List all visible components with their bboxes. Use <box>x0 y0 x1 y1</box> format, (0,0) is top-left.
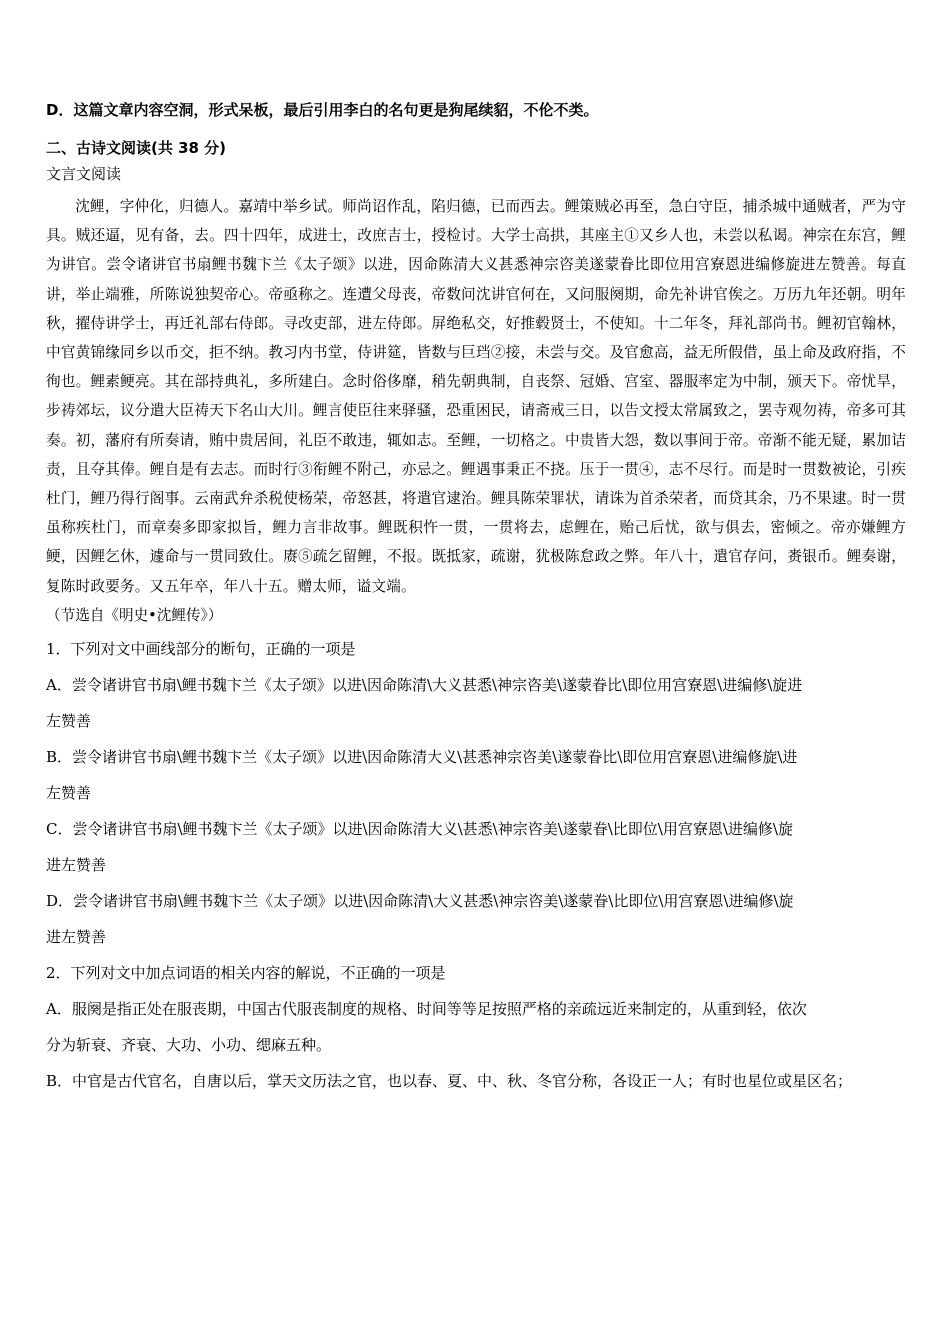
question-1-option-b <box>46 739 906 811</box>
question-1-option-a <box>46 667 906 739</box>
option-line: B．尝令诸讲官书扇\鲤书魏卞兰《太子颂》以进\因命陈清大义\甚悉神宗咨美\遂蒙眷比\即位用宫寮恩\进编修旋\进 <box>46 747 798 766</box>
question-1-stem: 1．下列对文中画线部分的断句，正确的一项是 <box>46 639 356 658</box>
question-1-option-d <box>46 883 906 955</box>
question-2-option-a <box>46 991 906 1063</box>
option-line: 左赞善 <box>46 783 92 802</box>
option-line: B．中官是古代官名，自唐以后，掌天文历法之官，也以春、夏、中、秋、冬官分称，各设正一人；有时也星位或星区名； <box>46 1071 853 1090</box>
question-2-option-b <box>46 1063 906 1099</box>
option-line: A．服阕是指正处在服丧期，中国古代服丧制度的规格、时间等等足按照严格的亲疏远近来制定的，从重到轻，依次 <box>46 999 807 1018</box>
previous-option-d: D．这篇文章内容空洞，形式呆板，最后引用李白的名句更是狗尾续貂，不伦不类。 <box>46 101 599 119</box>
option-line: A．尝令诸讲官书扇\鲤书魏卞兰《太子颂》以进\因命陈清\大义甚悉\神宗咨美\遂蒙眷比\即位用宫寮恩\进编修\旋进 <box>46 675 803 694</box>
classical-passage <box>46 192 906 601</box>
sub-title: 文言文阅读 <box>46 165 122 183</box>
option-line: 分为斩衰、齐衰、大功、小功、缌麻五种。 <box>46 1035 332 1054</box>
option-line: D．尝令诸讲官书扇\鲤书魏卞兰《太子颂》以进\因命陈清\大义甚悉\神宗咨美\遂蒙眷\比即位\用宫寮恩\进编修\旋 <box>46 891 794 910</box>
passage-text: 沈鲤，字仲化，归德人。嘉靖中举乡试。师尚诏作乱，陷归德，已而西去。鲤策贼必再至，急白守臣，捕杀城中通贼者，严为守具。贼还逼，见有备，去。四十四年，成进士，改庶吉士，授检讨。大学士高拱，其座主①又乡人也，未尝以私谒。神宗在东宫，鲤为讲官。尝令诸讲官书扇鲤书魏卞兰《太子颂》以进，因命陈清大义甚悉神宗咨美遂蒙眷比即位用宫寮恩进编修旋进左赞善。每直讲，举止端雅，所陈说独契帝心。帝亟称之。连遭父母丧，帝数问沈讲官何在，又问服阕期，命先补讲官俟之。万历九年还朝。明年秋，擢侍讲学士，再迁礼部右侍郎。寻改吏部，进左侍郎。屏绝私交，好推毂贤士，不使知。十二年冬，拜礼部尚书。鲤初官翰林，中官黄锦缘同乡以币交，拒不纳。教习内书堂，侍讲筵，皆数与巨珰②接，未尝与交。及官愈高，益无所假借，虽上命及政府指，不徇也。鲤素鲠亮。其在部持典礼，多所建白。念时俗侈靡，稍先朝典制，自丧祭、冠婚、宫室、器服率定为中制，颁天下。帝忧旱，步祷郊坛，议分遣大臣祷天下名山大川。鲤言使臣往来驿骚，恐重困民，请斋戒三日，以告文授太常属致之，罢寺观勿祷，帝多可其奏。初，藩府有所奏请，贿中贵居间，礼臣不敢违，辄如志。至鲤，一切格之。中贵皆大怨，数以事间于帝。帝渐不能无疑，累加诘责，且夺其俸。鲤自是有去志。而时行③衔鲤不附己，亦忌之。鲤遇事秉正不挠。压于一贯④，志不尽行。而是时一贯数被论，引疾杜门，鲤乃得行阁事。云南武弁杀税使杨荣，帝怒甚，将遣官逮治。鲤具陈荣罪状，请诛为首杀荣者，而贷其余，乃不果逮。时一贯虽称疾杜门，而章奏多即家拟旨，鲤力言非故事。鲤既积忤一贯，一贯将去，虑鲤在，贻己后忧，欲与俱去，密倾之。帝亦嫌鲤方鲠，因鲤乞休，遽命与一贯同致仕。赓⑤疏乞留鲤，不报。既抵家，疏谢，犹极陈怠政之弊。年八十，遣官存问，赉银币。鲤奏谢，复陈时政要务。又五年卒，年八十五。赠太师，谥文端。 <box>46 198 906 595</box>
section-title: 二、古诗文阅读(共 38 分) <box>46 139 227 157</box>
option-line: 左赞善 <box>46 711 92 730</box>
option-line: 进左赞善 <box>46 855 107 874</box>
option-line: C．尝令诸讲官书扇\鲤书魏卞兰《太子颂》以进\因命陈清大义\甚悉\神宗咨美\遂蒙眷\比即位\用宫寮恩\进编修\旋 <box>46 819 793 838</box>
question-1-option-c <box>46 811 906 883</box>
option-line: 进左赞善 <box>46 927 107 946</box>
question-2-stem: 2．下列对文中加点词语的相关内容的解说，不正确的一项是 <box>46 963 446 982</box>
passage-source: （节选自《明史•沈鲤传》） <box>46 606 223 624</box>
